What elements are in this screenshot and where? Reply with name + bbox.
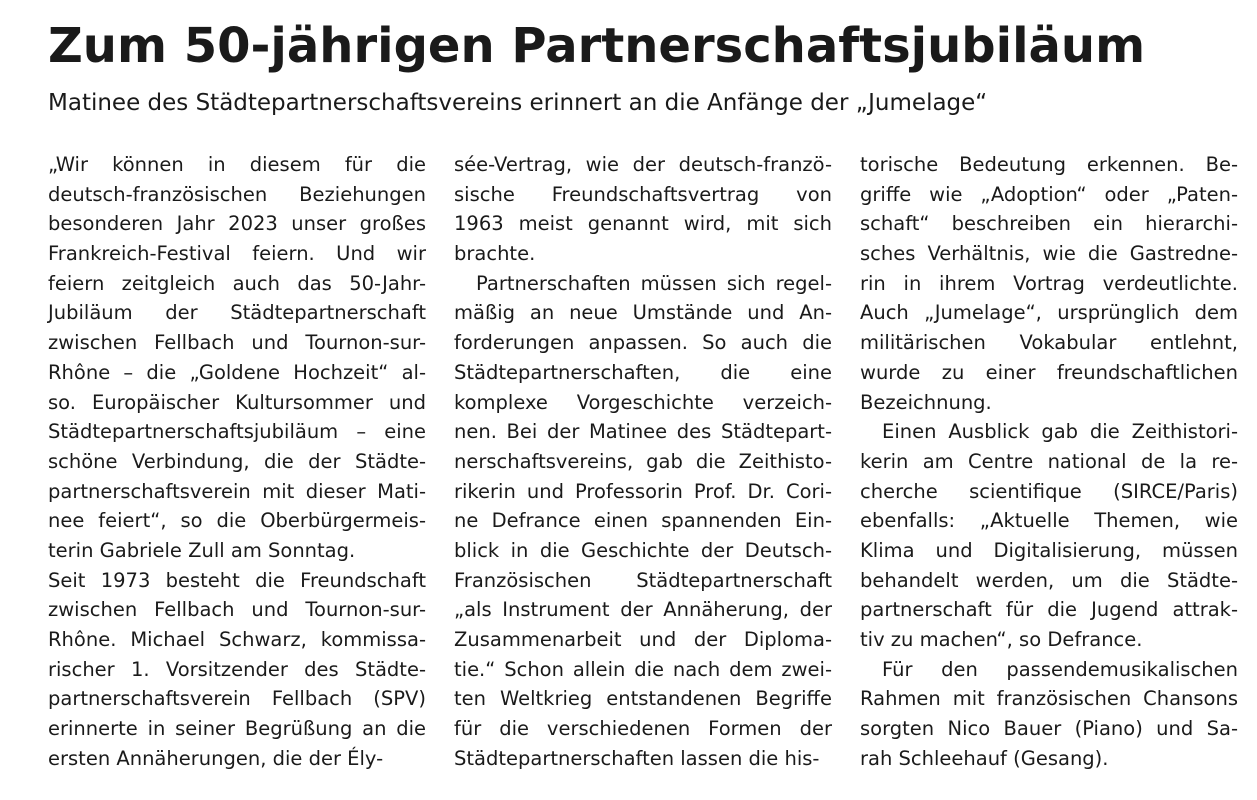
text-column-3	[860, 150, 1238, 773]
text-line: Partnerschaften müssen sich regel-	[476, 271, 832, 295]
text-line: sée-Vertrag, wie der deutsch-franzö-	[454, 153, 832, 176]
text-line: rin in ihrem Vortrag verdeutlichte.	[860, 271, 1238, 295]
text-line: Seit 1973 besteht die Freundschaft	[48, 568, 426, 592]
text-line: ten Weltkrieg entstandenen Begriffe	[454, 687, 832, 711]
text-line: sische Freundschaftsvertrag von	[454, 182, 832, 206]
text-line: Frankreich-Festival feiern. Und wir	[48, 242, 426, 266]
text-line: schöne Verbindung, die der Städte-	[48, 449, 426, 473]
text-line: rah Schleehauf (Gesang).	[860, 746, 1109, 770]
text-line: brachte.	[454, 242, 536, 266]
text-line: besonderen Jahr 2023 unser großes	[48, 212, 426, 236]
text-line: Rhône. Michael Schwarz, kommissa-	[48, 628, 426, 651]
text-line: partnerschaft für die Jugend attrak-	[860, 598, 1238, 622]
text-line: Für den passendemusikalischen	[882, 657, 1238, 681]
text-line: terin Gabriele Zull am Sonntag.	[48, 538, 356, 562]
text-line: Städtepartnerschaften, die eine	[454, 360, 832, 384]
article	[48, 14, 1238, 770]
text-column-2	[454, 150, 832, 773]
text-line: Auch „Jumelage“, ursprünglich dem	[860, 301, 1238, 325]
text-line: feiern zeitgleich auch das 50-Jahr-	[48, 271, 426, 295]
text-line: tiv zu machen“, so Defrance.	[860, 628, 1143, 651]
text-line: ne Defrance einen spannenden Ein-	[454, 509, 832, 533]
text-line: „Wir können in diesem für die	[48, 153, 426, 176]
text-line: rischer 1. Vorsitzender des Städte-	[48, 657, 426, 681]
text-line: schaft“ beschreiben ein hierarchi-	[860, 212, 1238, 236]
text-line: sorgten Nico Bauer (Piano) und Sa-	[860, 717, 1238, 741]
text-line: wurde zu einer freundschaftlichen	[860, 360, 1238, 384]
text-line: griffe wie „Adoption“ oder „Paten-	[860, 182, 1238, 206]
text-line: Klima und Digitalisierung, müssen	[860, 538, 1238, 562]
text-column-1	[48, 150, 426, 773]
text-line: erinnerte in seiner Begrüßung an die	[48, 717, 426, 741]
text-line: blick in die Geschichte der Deutsch-	[454, 538, 832, 562]
article-subtitle: Matinee des Städtepartnerschaftsvereins erinnert an die Anfänge der „Jumelage“	[48, 90, 988, 116]
text-line: Einen Ausblick gab die Zeithistori-	[882, 420, 1238, 444]
text-line: 1963 meist genannt wird, mit sich	[454, 212, 832, 236]
text-line: Jubiläum der Städtepartnerschaft	[48, 301, 426, 325]
text-line: nen. Bei der Matinee des Städtepart-	[454, 420, 832, 444]
text-line: partnerschaftsverein mit dieser Mati-	[48, 479, 426, 503]
text-line: zwischen Fellbach und Tournon-sur-	[48, 331, 426, 355]
text-line: ersten Annäherungen, die der Ély-	[48, 746, 384, 770]
text-line: Städtepartnerschaftsjubiläum – eine	[48, 420, 426, 444]
text-line: kerin am Centre national de la re-	[860, 449, 1238, 473]
text-line: so. Europäischer Kultursommer und	[48, 390, 426, 414]
text-line: Rahmen mit französischen Chansons	[860, 687, 1238, 711]
text-line: nerschaftsvereins, gab die Zeithisto-	[454, 449, 832, 473]
text-line: cherche scientifique (SIRCE/Paris)	[860, 479, 1238, 503]
text-line: militärischen Vokabular entlehnt,	[860, 331, 1238, 355]
text-line: Französischen Städtepartnerschaft	[454, 568, 832, 592]
text-line: tie.“ Schon allein die nach dem zwei-	[454, 657, 832, 681]
text-line: Zusammenarbeit und der Diploma-	[454, 628, 832, 651]
text-line: zwischen Fellbach und Tournon-sur-	[48, 598, 426, 622]
text-line: torische Bedeutung erkennen. Be-	[860, 153, 1238, 176]
text-line: mäßig an neue Umstände und An-	[454, 301, 832, 325]
text-line: komplexe Vorgeschichte verzeich-	[454, 390, 832, 414]
text-line: rikerin und Professorin Prof. Dr. Cori-	[454, 479, 832, 503]
text-line: forderungen anpassen. So auch die	[454, 331, 832, 355]
text-line: Städtepartnerschaften lassen die his-	[454, 746, 820, 770]
article-title: Zum 50-jährigen Partnerschaftsjubiläum	[48, 18, 1146, 74]
text-line: Bezeichnung.	[860, 390, 992, 414]
text-line: nee feiert“, so die Oberbürgermeis-	[48, 509, 426, 533]
text-line: ebenfalls: „Aktuelle Themen, wie	[860, 509, 1238, 533]
text-line: für die verschiedenen Formen der	[454, 717, 832, 741]
text-line: behandelt werden, um die Städte-	[860, 568, 1238, 592]
text-line: Rhône – die „Goldene Hochzeit“ al-	[48, 360, 426, 384]
text-line: deutsch-französischen Beziehungen	[48, 182, 426, 206]
text-line: partnerschaftsverein Fellbach (SPV)	[48, 687, 426, 711]
text-line: sches Verhältnis, wie die Gastredne-	[860, 242, 1238, 266]
text-line: „als Instrument der Annäherung, der	[454, 598, 832, 622]
